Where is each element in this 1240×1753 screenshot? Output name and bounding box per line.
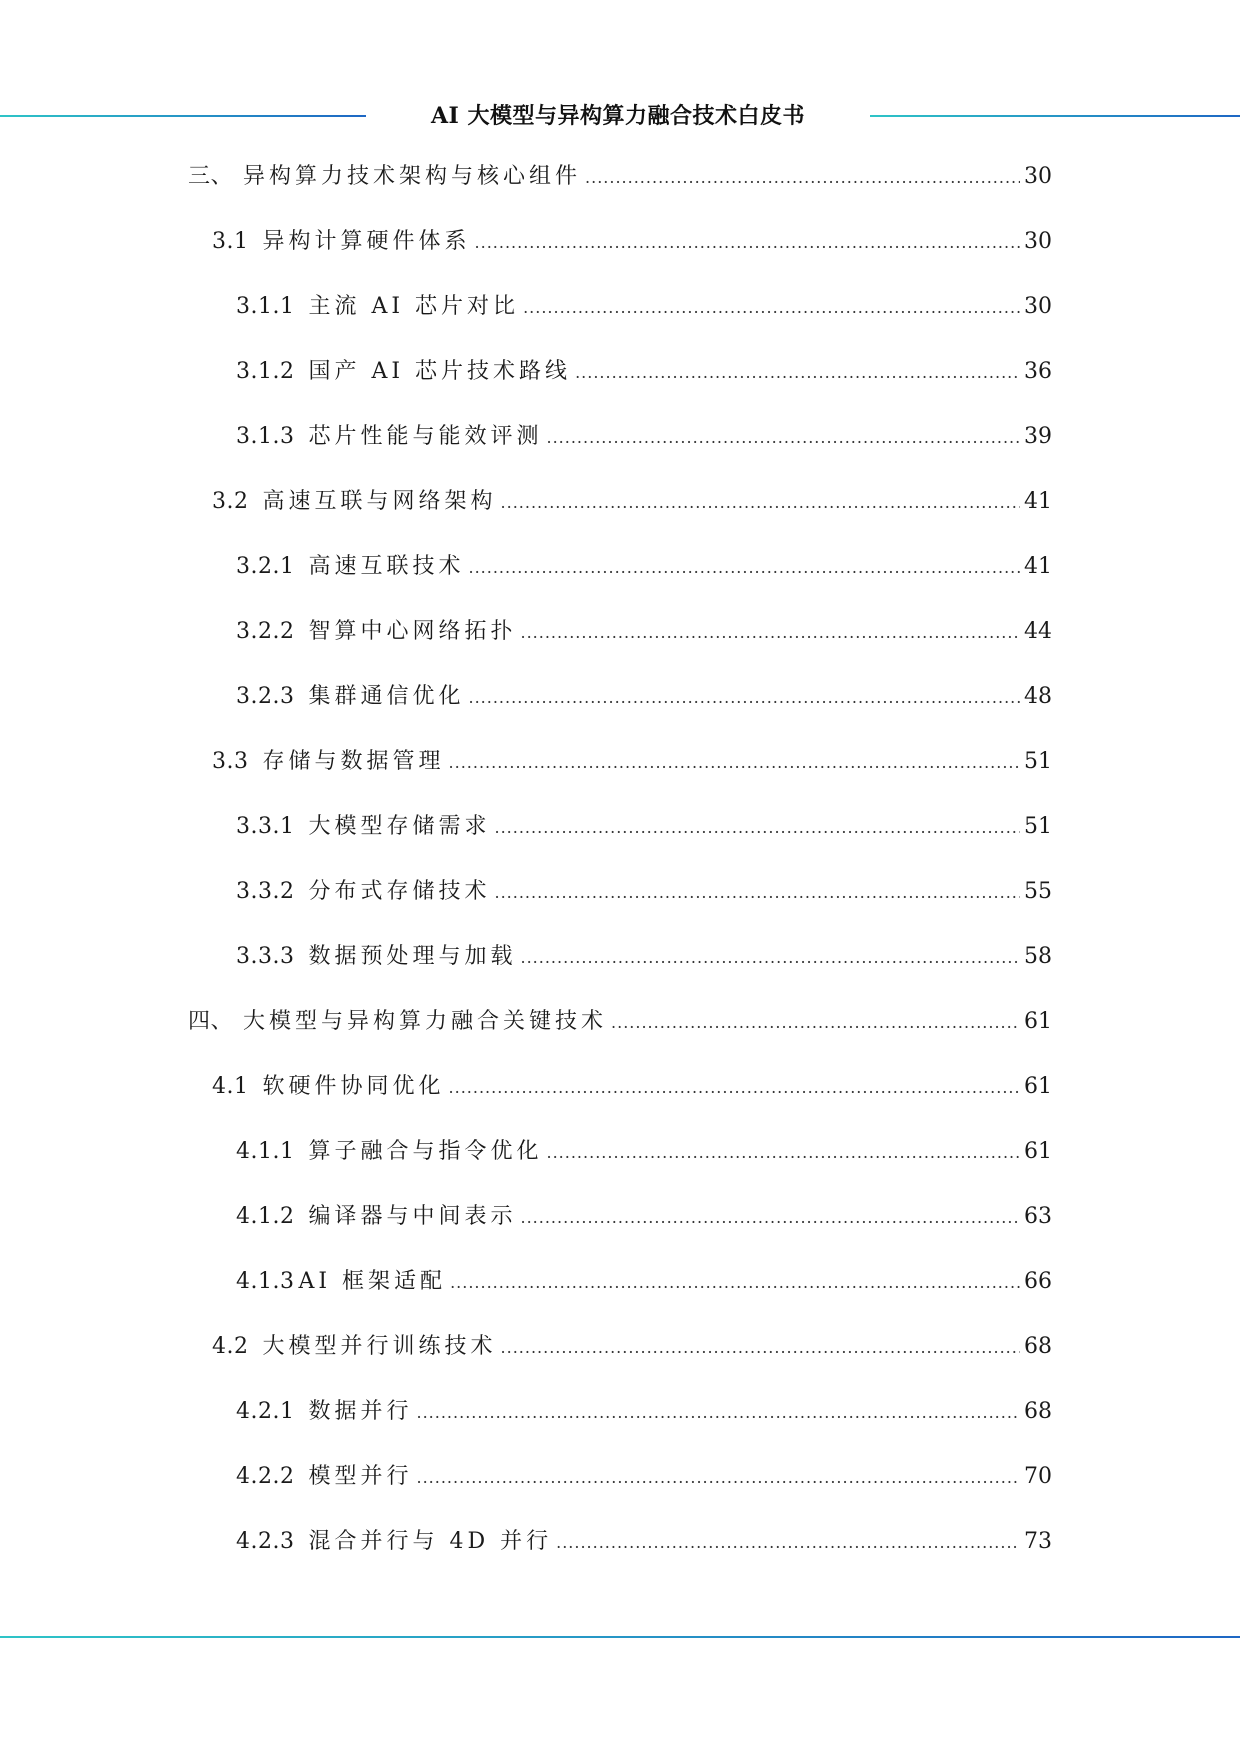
toc-entry[interactable] bbox=[236, 940, 1052, 974]
toc-number: 3.1.2 bbox=[236, 359, 295, 384]
toc-page-number: 30 bbox=[1024, 229, 1052, 254]
toc-leader-dots bbox=[469, 681, 1021, 715]
toc-title: 国产 AI 芯片技术路线 bbox=[308, 359, 572, 384]
toc-title: 存储与数据管理 bbox=[262, 749, 445, 774]
toc-entry[interactable] bbox=[236, 1135, 1052, 1169]
toc-number: 3.1 bbox=[212, 229, 249, 254]
toc-number: 4.2.3 bbox=[236, 1529, 295, 1554]
toc-leader-dots bbox=[547, 421, 1021, 455]
toc-page-number: 51 bbox=[1024, 749, 1052, 774]
toc-entry[interactable] bbox=[212, 745, 1052, 779]
toc-title: 数据预处理与加载 bbox=[308, 944, 517, 969]
toc-entry[interactable] bbox=[236, 550, 1052, 584]
toc-number: 4.1 bbox=[212, 1074, 249, 1099]
toc-leader-dots bbox=[501, 486, 1020, 520]
toc-page-number: 61 bbox=[1024, 1139, 1052, 1164]
toc-number: 四、 bbox=[188, 1009, 234, 1034]
toc-title: 算子融合与指令优化 bbox=[308, 1139, 543, 1164]
toc-title: 智算中心网络拓扑 bbox=[308, 619, 517, 644]
toc-page-number: 61 bbox=[1024, 1074, 1052, 1099]
toc-title: 大模型存储需求 bbox=[308, 814, 491, 839]
toc-leader-dots bbox=[417, 1461, 1021, 1495]
toc-title: 高速互联与网络架构 bbox=[262, 489, 497, 514]
toc-entry[interactable] bbox=[212, 225, 1052, 259]
toc-title: 集群通信优化 bbox=[308, 684, 465, 709]
toc-page-number: 73 bbox=[1024, 1529, 1052, 1554]
toc-page-number: 30 bbox=[1024, 164, 1052, 189]
toc-entry[interactable] bbox=[212, 1070, 1052, 1104]
toc-page-number: 61 bbox=[1024, 1009, 1052, 1034]
toc-page-number: 55 bbox=[1024, 879, 1052, 904]
toc-page-number: 41 bbox=[1024, 554, 1052, 579]
toc-entry[interactable] bbox=[236, 355, 1052, 389]
toc-leader-dots bbox=[585, 161, 1020, 195]
toc-title: AI 框架适配 bbox=[298, 1269, 447, 1294]
toc-entry[interactable] bbox=[236, 420, 1052, 454]
toc-title: 芯片性能与能效评测 bbox=[308, 424, 543, 449]
toc-entry[interactable] bbox=[236, 810, 1052, 844]
toc-title: 编译器与中间表示 bbox=[308, 1204, 517, 1229]
toc-number: 4.1.1 bbox=[236, 1139, 295, 1164]
toc-page-number: 70 bbox=[1024, 1464, 1052, 1489]
toc-leader-dots bbox=[556, 1526, 1020, 1560]
toc-title: 模型并行 bbox=[308, 1464, 413, 1489]
toc-page-number: 30 bbox=[1024, 294, 1052, 319]
toc-page-number: 51 bbox=[1024, 814, 1052, 839]
toc-leader-dots bbox=[495, 811, 1021, 845]
toc-number: 3.2 bbox=[212, 489, 249, 514]
toc-entry[interactable] bbox=[236, 1200, 1052, 1234]
toc-entry[interactable] bbox=[188, 160, 1052, 194]
toc-number: 3.2.3 bbox=[236, 684, 295, 709]
toc-title: 大模型并行训练技术 bbox=[262, 1334, 497, 1359]
toc-number: 4.2.1 bbox=[236, 1399, 295, 1424]
toc-number: 3.2.1 bbox=[236, 554, 295, 579]
toc-entry[interactable] bbox=[236, 680, 1052, 714]
toc-page-number: 68 bbox=[1024, 1334, 1052, 1359]
toc-leader-dots bbox=[469, 551, 1021, 585]
toc-number: 3.3.3 bbox=[236, 944, 295, 969]
toc-title: 高速互联技术 bbox=[308, 554, 465, 579]
toc-title: 主流 AI 芯片对比 bbox=[308, 294, 520, 319]
toc-entry[interactable] bbox=[212, 485, 1052, 519]
toc-entry[interactable] bbox=[212, 1330, 1052, 1364]
toc-number: 3.1.3 bbox=[236, 424, 295, 449]
toc-page-number: 44 bbox=[1024, 619, 1052, 644]
toc-entry[interactable] bbox=[236, 290, 1052, 324]
toc-number: 3.3.1 bbox=[236, 814, 295, 839]
toc-leader-dots bbox=[449, 1071, 1020, 1105]
toc-title: 软硬件协同优化 bbox=[262, 1074, 445, 1099]
toc-page-number: 66 bbox=[1024, 1269, 1052, 1294]
toc-number: 3.1.1 bbox=[236, 294, 295, 319]
toc-title: 异构算力技术架构与核心组件 bbox=[243, 164, 582, 189]
toc-entry[interactable] bbox=[236, 1395, 1052, 1429]
toc-entry[interactable] bbox=[236, 1265, 1052, 1299]
toc-leader-dots bbox=[449, 746, 1020, 780]
toc-title: 大模型与异构算力融合关键技术 bbox=[243, 1009, 608, 1034]
toc-page-number: 68 bbox=[1024, 1399, 1052, 1424]
toc-title: 分布式存储技术 bbox=[308, 879, 491, 904]
toc-entry[interactable] bbox=[236, 1525, 1052, 1559]
toc-page-number: 36 bbox=[1024, 359, 1052, 384]
toc-page-number: 58 bbox=[1024, 944, 1052, 969]
toc-leader-dots bbox=[495, 876, 1021, 910]
toc-leader-dots bbox=[521, 941, 1021, 975]
footer-rule bbox=[0, 1636, 1240, 1638]
toc-leader-dots bbox=[501, 1331, 1020, 1365]
toc-entry[interactable] bbox=[236, 875, 1052, 909]
header-title: AI 大模型与异构算力融合技术白皮书 bbox=[430, 103, 806, 129]
toc-leader-dots bbox=[450, 1266, 1020, 1300]
toc-leader-dots bbox=[521, 1201, 1021, 1235]
toc-number: 4.1.3 bbox=[236, 1269, 295, 1294]
toc-entry[interactable] bbox=[236, 615, 1052, 649]
toc-number: 4.2.2 bbox=[236, 1464, 295, 1489]
toc-number: 3.3 bbox=[212, 749, 249, 774]
toc-leader-dots bbox=[547, 1136, 1021, 1170]
toc-number: 3.2.2 bbox=[236, 619, 295, 644]
toc-page-number: 41 bbox=[1024, 489, 1052, 514]
toc-title: 数据并行 bbox=[308, 1399, 413, 1424]
toc-number: 3.3.2 bbox=[236, 879, 295, 904]
toc-leader-dots bbox=[611, 1006, 1020, 1040]
toc-leader-dots bbox=[575, 356, 1020, 390]
toc-page-number: 63 bbox=[1024, 1204, 1052, 1229]
toc-number: 三、 bbox=[188, 164, 234, 189]
toc-leader-dots bbox=[521, 616, 1021, 650]
toc-title: 混合并行与 4D 并行 bbox=[308, 1529, 553, 1554]
toc-entry[interactable] bbox=[188, 1005, 1052, 1039]
toc-leader-dots bbox=[417, 1396, 1021, 1430]
toc-page-number: 39 bbox=[1024, 424, 1052, 449]
toc-page-number: 48 bbox=[1024, 684, 1052, 709]
toc-entry[interactable] bbox=[236, 1460, 1052, 1494]
toc-leader-dots bbox=[475, 226, 1020, 260]
toc-number: 4.1.2 bbox=[236, 1204, 295, 1229]
toc-title: 异构计算硬件体系 bbox=[262, 229, 471, 254]
toc-number: 4.2 bbox=[212, 1334, 249, 1359]
toc-leader-dots bbox=[523, 291, 1020, 325]
